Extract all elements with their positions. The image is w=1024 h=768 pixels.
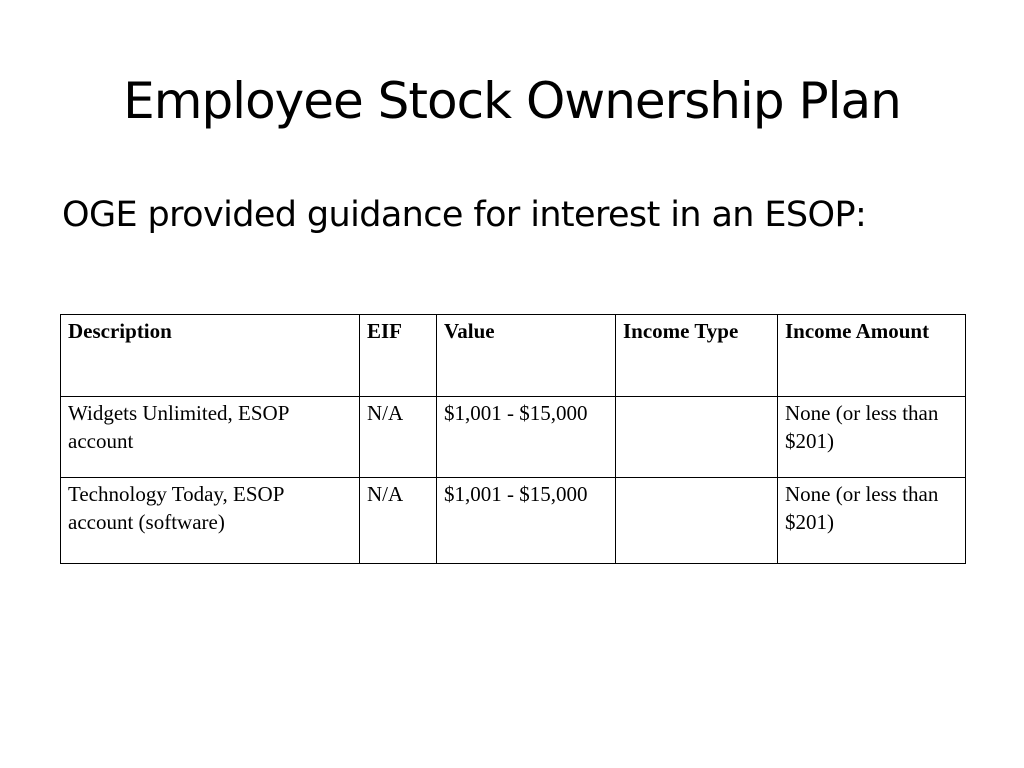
cell-income-amount: None (or less than $201) [778,478,966,564]
slide-title: Employee Stock Ownership Plan [123,72,901,130]
table-row [61,478,966,564]
cell-description: Widgets Unlimited, ESOP account [61,397,360,478]
cell-income-amount: None (or less than $201) [778,397,966,478]
slide-subtitle: OGE provided guidance for interest in an ESOP: [62,195,867,235]
cell-eif: N/A [360,397,437,478]
cell-income-type [616,478,778,564]
header-eif: EIF [360,315,437,397]
header-description: Description [61,315,360,397]
header-income-type: Income Type [616,315,778,397]
table-header-row [61,315,966,397]
cell-value: $1,001 - $15,000 [437,397,616,478]
header-value: Value [437,315,616,397]
header-income-amount: Income Amount [778,315,966,397]
esop-table [60,314,966,564]
cell-description: Technology Today, ESOP account (software) [61,478,360,564]
cell-eif: N/A [360,478,437,564]
cell-income-type [616,397,778,478]
cell-value: $1,001 - $15,000 [437,478,616,564]
table-row [61,397,966,478]
